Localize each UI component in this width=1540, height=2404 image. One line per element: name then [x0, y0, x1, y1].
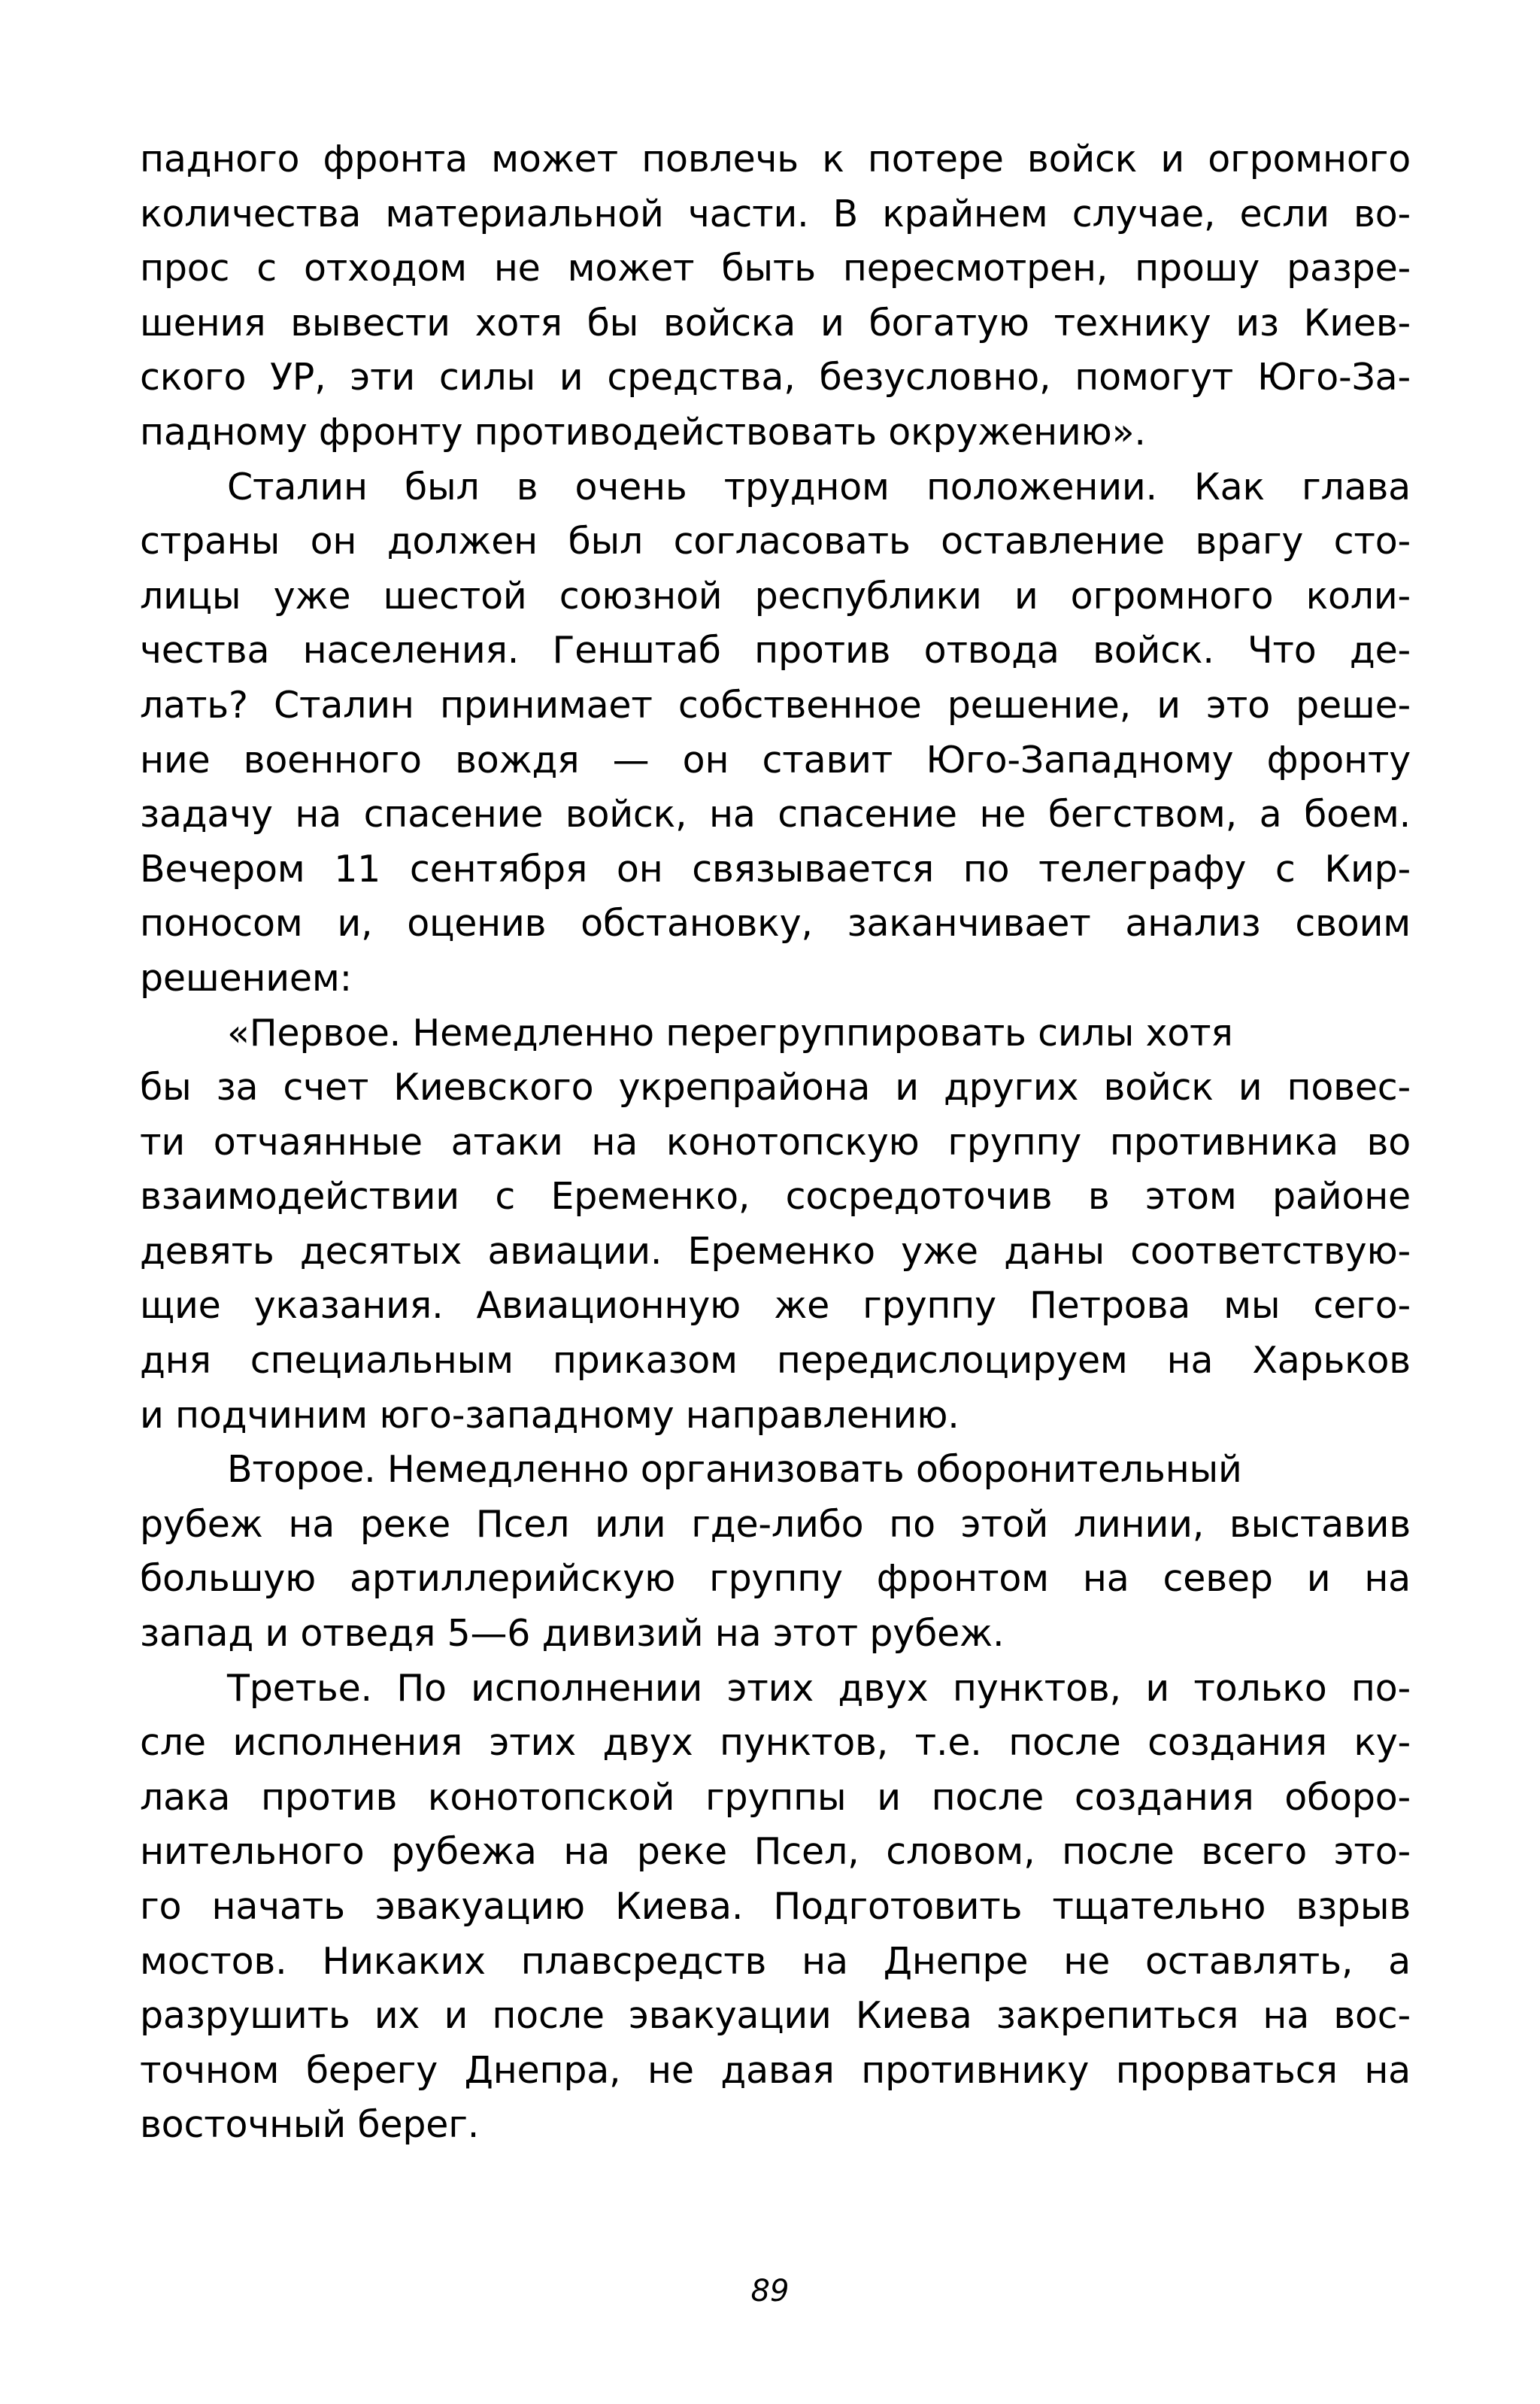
text-line: задачу на спасение войск, на спасение не бегством, а боем.: [140, 793, 1411, 836]
text-line: рубеж на реке Псел или где-либо по этой линии, выставив: [140, 1502, 1411, 1546]
text-line: количества материальной части. В крайнем случае, если во-: [140, 192, 1411, 235]
text-line: щие указания. Авиационную же группу Петрова мы сего-: [140, 1284, 1411, 1328]
text-line: ского УР, эти силы и средства, безусловно, помогут Юго-За-: [140, 356, 1411, 399]
text-line: восточный берег.: [140, 2103, 480, 2147]
text-line: лицы уже шестой союзной республики и огромного коли-: [140, 574, 1411, 618]
paragraph: [140, 1443, 1411, 1661]
text-line: решением:: [140, 956, 352, 1000]
text-line: лать? Сталин принимает собственное решение, и это реше-: [140, 683, 1411, 727]
text-line: Вечером 11 сентября он связывается по телеграфу с Кир-: [140, 847, 1411, 891]
text-line: Сталин был в очень трудном положении. Как глава: [227, 465, 1411, 508]
text-line: чества населения. Генштаб против отвода войск. Что де-: [140, 629, 1411, 672]
text-line: дня специальным приказом передислоцируем на Харьков: [140, 1339, 1411, 1383]
text-line: точном берегу Днепра, не давая противнику прорваться на: [140, 2048, 1411, 2092]
text-line: бы за счет Киевского укрепрайона и других войск и повес-: [140, 1066, 1411, 1109]
text-line: падному фронту противодействовать окружению».: [140, 410, 1146, 454]
text-line: поносом и, оценив обстановку, заканчивает анализ своим: [140, 902, 1411, 946]
text-line: взаимодействии с Еременко, сосредоточив в этом районе: [140, 1175, 1411, 1219]
text-line: ние военного вождя — он ставит Юго-Западному фронту: [140, 738, 1411, 782]
text-line: лака против конотопской группы и после создания оборо-: [140, 1775, 1411, 1819]
text-line: страны он должен был согласовать оставление врагу сто-: [140, 520, 1411, 563]
text-line: го начать эвакуацию Киева. Подготовить тщательно взрыв: [140, 1885, 1411, 1928]
body-text: [140, 132, 1411, 2153]
text-line: запад и отведя 5—6 дивизий на этот рубеж.: [140, 1612, 1005, 1656]
text-line: шения вывести хотя бы войска и богатую технику из Киев-: [140, 301, 1411, 345]
text-line: Третье. По исполнении этих двух пунктов, и только по-: [227, 1666, 1411, 1710]
text-line: девять десятых авиации. Еременко уже даны соответствую-: [140, 1229, 1411, 1273]
paragraph: [140, 1662, 1411, 2153]
text-line: нительного рубежа на реке Псел, словом, после всего это-: [140, 1830, 1411, 1874]
page-number: 89: [750, 2274, 790, 2308]
text-line: «Первое. Немедленно перегруппировать силы хотя: [227, 1011, 1233, 1055]
paragraph: [140, 460, 1411, 1006]
text-line: ти отчаянные атаки на конотопскую группу противника во: [140, 1120, 1411, 1164]
text-line: большую артиллерийскую группу фронтом на север и на: [140, 1557, 1411, 1601]
paragraph: [140, 132, 1411, 460]
paragraph: [140, 1006, 1411, 1443]
text-line: прос с отходом не может быть пересмотрен, прошу разре-: [140, 247, 1411, 290]
text-line: и подчиним юго-западному направлению.: [140, 1393, 959, 1437]
text-line: мостов. Никаких плавсредств на Днепре не оставлять, а: [140, 1939, 1411, 1983]
text-line: разрушить их и после эвакуации Киева закрепиться на вос-: [140, 1994, 1411, 2038]
text-line: падного фронта может повлечь к потере войск и огромного: [140, 138, 1411, 181]
text-line: сле исполнения этих двух пунктов, т.е. после создания ку-: [140, 1721, 1411, 1765]
text-line: Второе. Немедленно организовать оборонительный: [227, 1448, 1242, 1492]
